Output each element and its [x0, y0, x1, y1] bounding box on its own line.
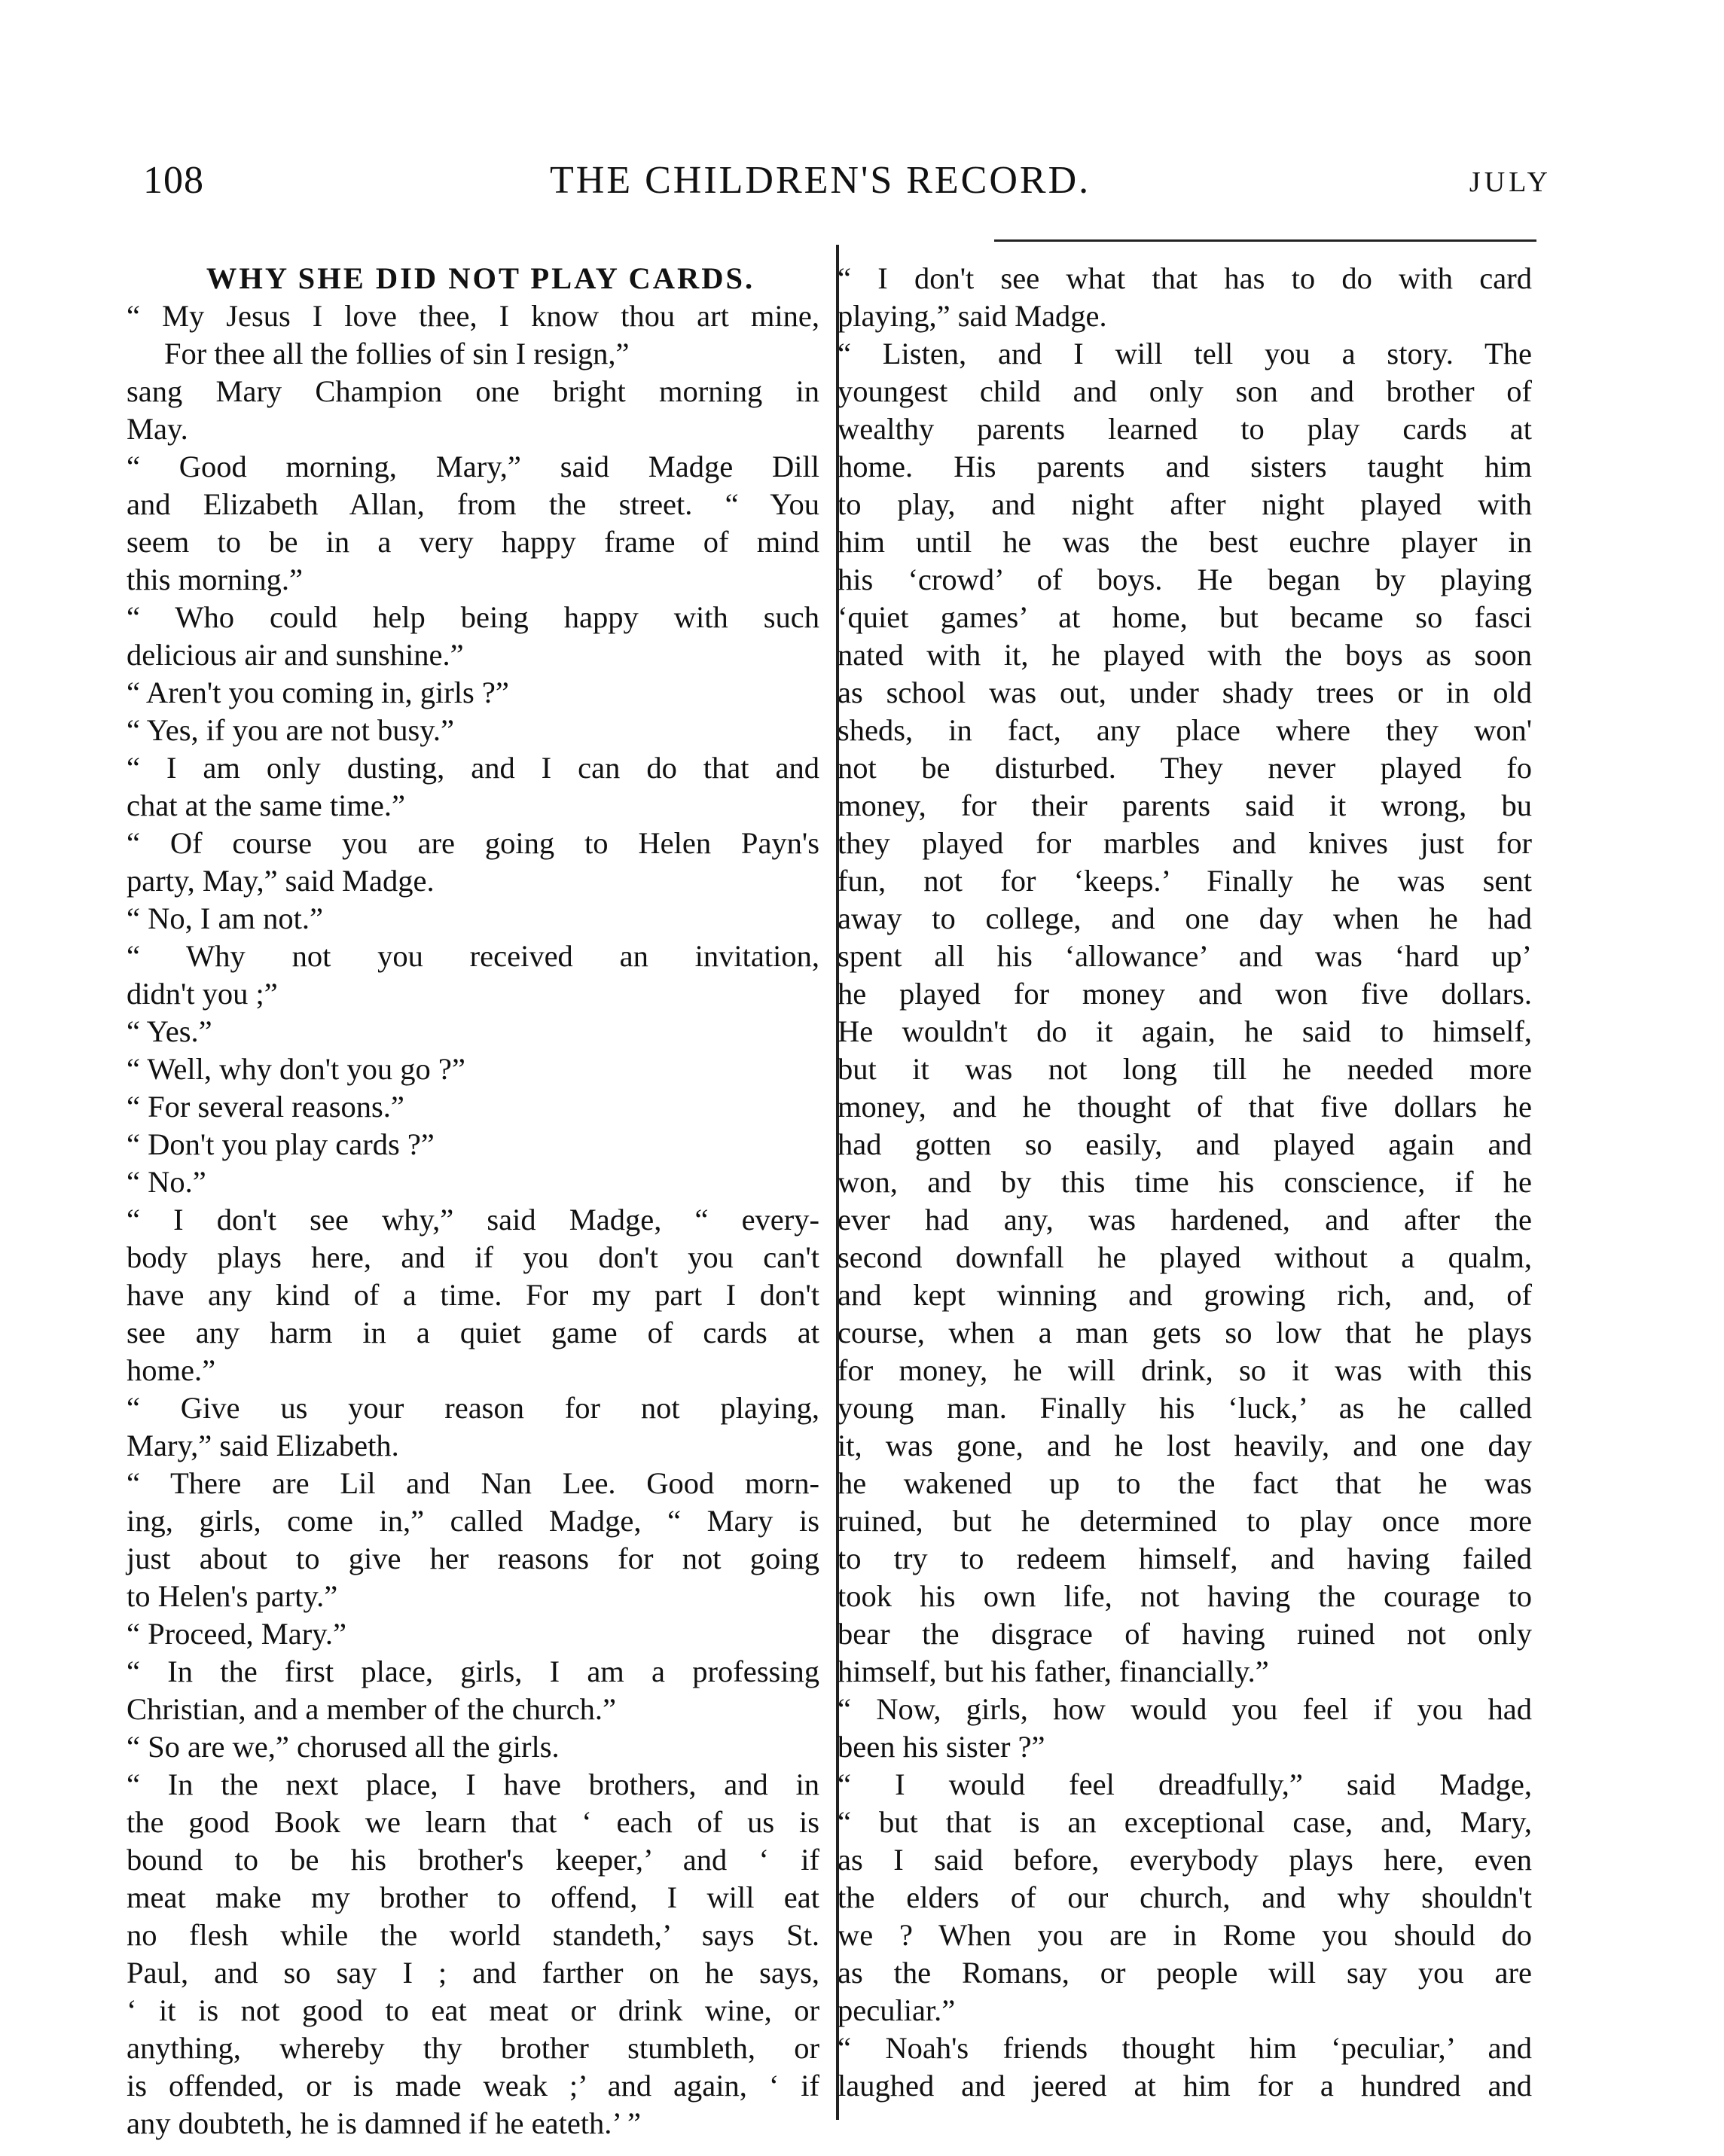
- text-line: wealthy parents learned to play cards at: [838, 412, 1532, 446]
- text-line: second downfall he played without a qualm,: [838, 1240, 1532, 1274]
- right-column: [838, 260, 1532, 2105]
- text-line: “ Good morning, Mary,” said Madge Dill: [127, 450, 819, 483]
- text-line: fun, not for ‘keeps.’ Finally he was sent: [838, 864, 1532, 898]
- text-line: “ For several reasons.”: [127, 1090, 404, 1124]
- text-line: “ Who could help being happy with such: [127, 600, 819, 634]
- text-line: anything, whereby thy brother stumbleth, or: [127, 2031, 819, 2065]
- text-line: nated with it, he played with the boys as soon: [838, 638, 1532, 672]
- text-line: chat at the same time.”: [127, 788, 405, 822]
- text-line: home. His parents and sisters taught him: [838, 450, 1532, 483]
- text-line: just about to give her reasons for not going: [127, 1542, 819, 1575]
- text-line: “ Aren't you coming in, girls ?”: [127, 675, 509, 709]
- text-line: “ I am only dusting, and I can do that and: [127, 751, 819, 785]
- text-line: “ Of course you are going to Helen Payn's: [127, 826, 819, 860]
- text-line: we ? When you are in Rome you should do: [838, 1918, 1532, 1952]
- text-line: to play, and night after night played with: [838, 487, 1532, 521]
- text-line: “ Why not you received an invitation,: [127, 939, 819, 973]
- text-line: sang Mary Champion one bright morning in: [127, 374, 819, 408]
- text-line: course, when a man gets so low that he plays: [838, 1316, 1532, 1349]
- text-line: money, for their parents said it wrong, bu: [838, 788, 1532, 822]
- right-column-text: [838, 260, 1532, 2105]
- text-line: ‘ it is not good to eat meat or drink wine, or: [127, 1993, 819, 2027]
- text-line: the good Book we learn that ‘ each of us is: [127, 1805, 819, 1839]
- text-line: won, and by this time his conscience, if he: [838, 1165, 1532, 1199]
- page-number: 108: [143, 159, 204, 202]
- text-line: took his own life, not having the courage to: [838, 1579, 1532, 1613]
- text-line: himself, but his father, financially.”: [838, 1654, 1269, 1688]
- text-line: to try to redeem himself, and having failed: [838, 1542, 1532, 1575]
- text-line: seem to be in a very happy frame of mind: [127, 525, 819, 559]
- text-line: it, was gone, and he lost heavily, and one day: [838, 1429, 1532, 1462]
- text-line: as I said before, everybody plays here, even: [838, 1843, 1532, 1877]
- text-line: youngest child and only son and brother of: [838, 374, 1532, 408]
- text-line: Paul, and so say I ; and farther on he says,: [127, 1956, 819, 1990]
- text-line: “ I don't see what that has to do with card: [838, 261, 1532, 295]
- text-line: and Elizabeth Allan, from the street. “ You: [127, 487, 819, 521]
- text-line: “ In the first place, girls, I am a professing: [127, 1654, 819, 1688]
- running-title: THE CHILDREN'S RECORD.: [550, 159, 1091, 202]
- text-line: delicious air and sunshine.”: [127, 638, 464, 672]
- text-line: ever had any, was hardened, and after the: [838, 1203, 1532, 1237]
- text-line: ‘quiet games’ at home, but became so fasci: [838, 600, 1532, 634]
- text-line: he played for money and won five dollars.: [838, 977, 1532, 1011]
- text-line: ruined, but he determined to play once more: [838, 1504, 1532, 1538]
- text-line: “ There are Lil and Nan Lee. Good morn-: [127, 1466, 819, 1500]
- left-column-text: [127, 297, 819, 2142]
- header-rule: [994, 239, 1536, 242]
- text-line: “ Don't you play cards ?”: [127, 1127, 435, 1161]
- text-line: “ My Jesus I love thee, I know thou art mine,: [127, 299, 819, 333]
- text-line: “ No.”: [127, 1165, 206, 1199]
- text-line: him until he was the best euchre player in: [838, 525, 1532, 559]
- text-line: peculiar.”: [838, 1993, 956, 2027]
- text-line: “ Noah's friends thought him ‘peculiar,’ and: [838, 2031, 1532, 2065]
- text-line: he wakened up to the fact that he was: [838, 1466, 1532, 1500]
- text-line: “ Give us your reason for not playing,: [127, 1391, 819, 1425]
- text-line: any doubteth, he is damned if he eateth.’ ”: [127, 2106, 642, 2140]
- text-line: sheds, in fact, any place where they won': [838, 713, 1532, 747]
- text-line: not be disturbed. They never played fo: [838, 751, 1532, 785]
- text-line: see any harm in a quiet game of cards at: [127, 1316, 819, 1349]
- text-line: didn't you ;”: [127, 977, 278, 1011]
- text-line: meat make my brother to offend, I will eat: [127, 1880, 819, 1914]
- text-line: to Helen's party.”: [127, 1579, 338, 1613]
- text-line: “ Yes, if you are not busy.”: [127, 713, 454, 747]
- text-line: is offended, or is made weak ;’ and again, ‘ if: [127, 2069, 819, 2103]
- text-line: laughed and jeered at him for a hundred and: [838, 2069, 1532, 2103]
- text-line: “ No, I am not.”: [127, 901, 323, 935]
- issue-month: JULY: [1469, 166, 1552, 198]
- text-line: his ‘crowd’ of boys. He began by playing: [838, 563, 1532, 596]
- text-line: “ In the next place, I have brothers, and in: [127, 1767, 819, 1801]
- text-line: the elders of our church, and why shouldn't: [838, 1880, 1532, 1914]
- text-line: May.: [127, 412, 188, 446]
- text-line: Christian, and a member of the church.”: [127, 1692, 617, 1726]
- text-line: For thee all the follies of sin I resign,”: [164, 337, 630, 371]
- text-line: been his sister ?”: [838, 1730, 1045, 1764]
- text-line: but it was not long till he needed more: [838, 1052, 1532, 1086]
- text-line: no flesh while the world standeth,’ says St.: [127, 1918, 819, 1952]
- text-line: “ Proceed, Mary.”: [127, 1617, 346, 1651]
- text-line: He wouldn't do it again, he said to himself,: [838, 1014, 1532, 1048]
- text-line: Mary,” said Elizabeth.: [127, 1429, 399, 1462]
- text-line: spent all his ‘allowance’ and was ‘hard up’: [838, 939, 1532, 973]
- text-line: had gotten so easily, and played again and: [838, 1127, 1532, 1161]
- text-line: young man. Finally his ‘luck,’ as he called: [838, 1391, 1532, 1425]
- text-line: bound to be his brother's keeper,’ and ‘ if: [127, 1843, 819, 1877]
- text-line: bear the disgrace of having ruined not only: [838, 1617, 1532, 1651]
- text-line: “ I don't see why,” said Madge, “ every-: [127, 1203, 819, 1237]
- left-column: [127, 260, 819, 2142]
- page-header: [143, 158, 1552, 218]
- text-line: ing, girls, come in,” called Madge, “ Mary is: [127, 1504, 819, 1538]
- article-title: WHY SHE DID NOT PLAY CARDS.: [206, 261, 755, 295]
- text-line: this morning.”: [127, 563, 303, 596]
- text-line: “ So are we,” chorused all the girls.: [127, 1730, 560, 1764]
- text-line: “ Now, girls, how would you feel if you had: [838, 1692, 1532, 1726]
- text-line: as the Romans, or people will say you are: [838, 1956, 1532, 1990]
- text-line: “ Well, why don't you go ?”: [127, 1052, 465, 1086]
- text-line: party, May,” said Madge.: [127, 864, 435, 898]
- text-line: and kept winning and growing rich, and, of: [838, 1278, 1532, 1312]
- text-line: body plays here, and if you don't you can't: [127, 1240, 819, 1274]
- text-line: have any kind of a time. For my part I don't: [127, 1278, 819, 1312]
- text-line: “ Yes.”: [127, 1014, 212, 1048]
- text-line: playing,” said Madge.: [838, 299, 1107, 333]
- text-line: as school was out, under shady trees or in old: [838, 675, 1532, 709]
- text-line: “ Listen, and I will tell you a story. The: [838, 337, 1532, 371]
- text-line: home.”: [127, 1353, 216, 1387]
- text-line: away to college, and one day when he had: [838, 901, 1532, 935]
- text-line: money, and he thought of that five dollars he: [838, 1090, 1532, 1124]
- text-line: they played for marbles and knives just for: [838, 826, 1532, 860]
- text-line: for money, he will drink, so it was with this: [838, 1353, 1532, 1387]
- text-line: “ I would feel dreadfully,” said Madge,: [838, 1767, 1532, 1801]
- text-line: “ but that is an exceptional case, and, Mary,: [838, 1805, 1532, 1839]
